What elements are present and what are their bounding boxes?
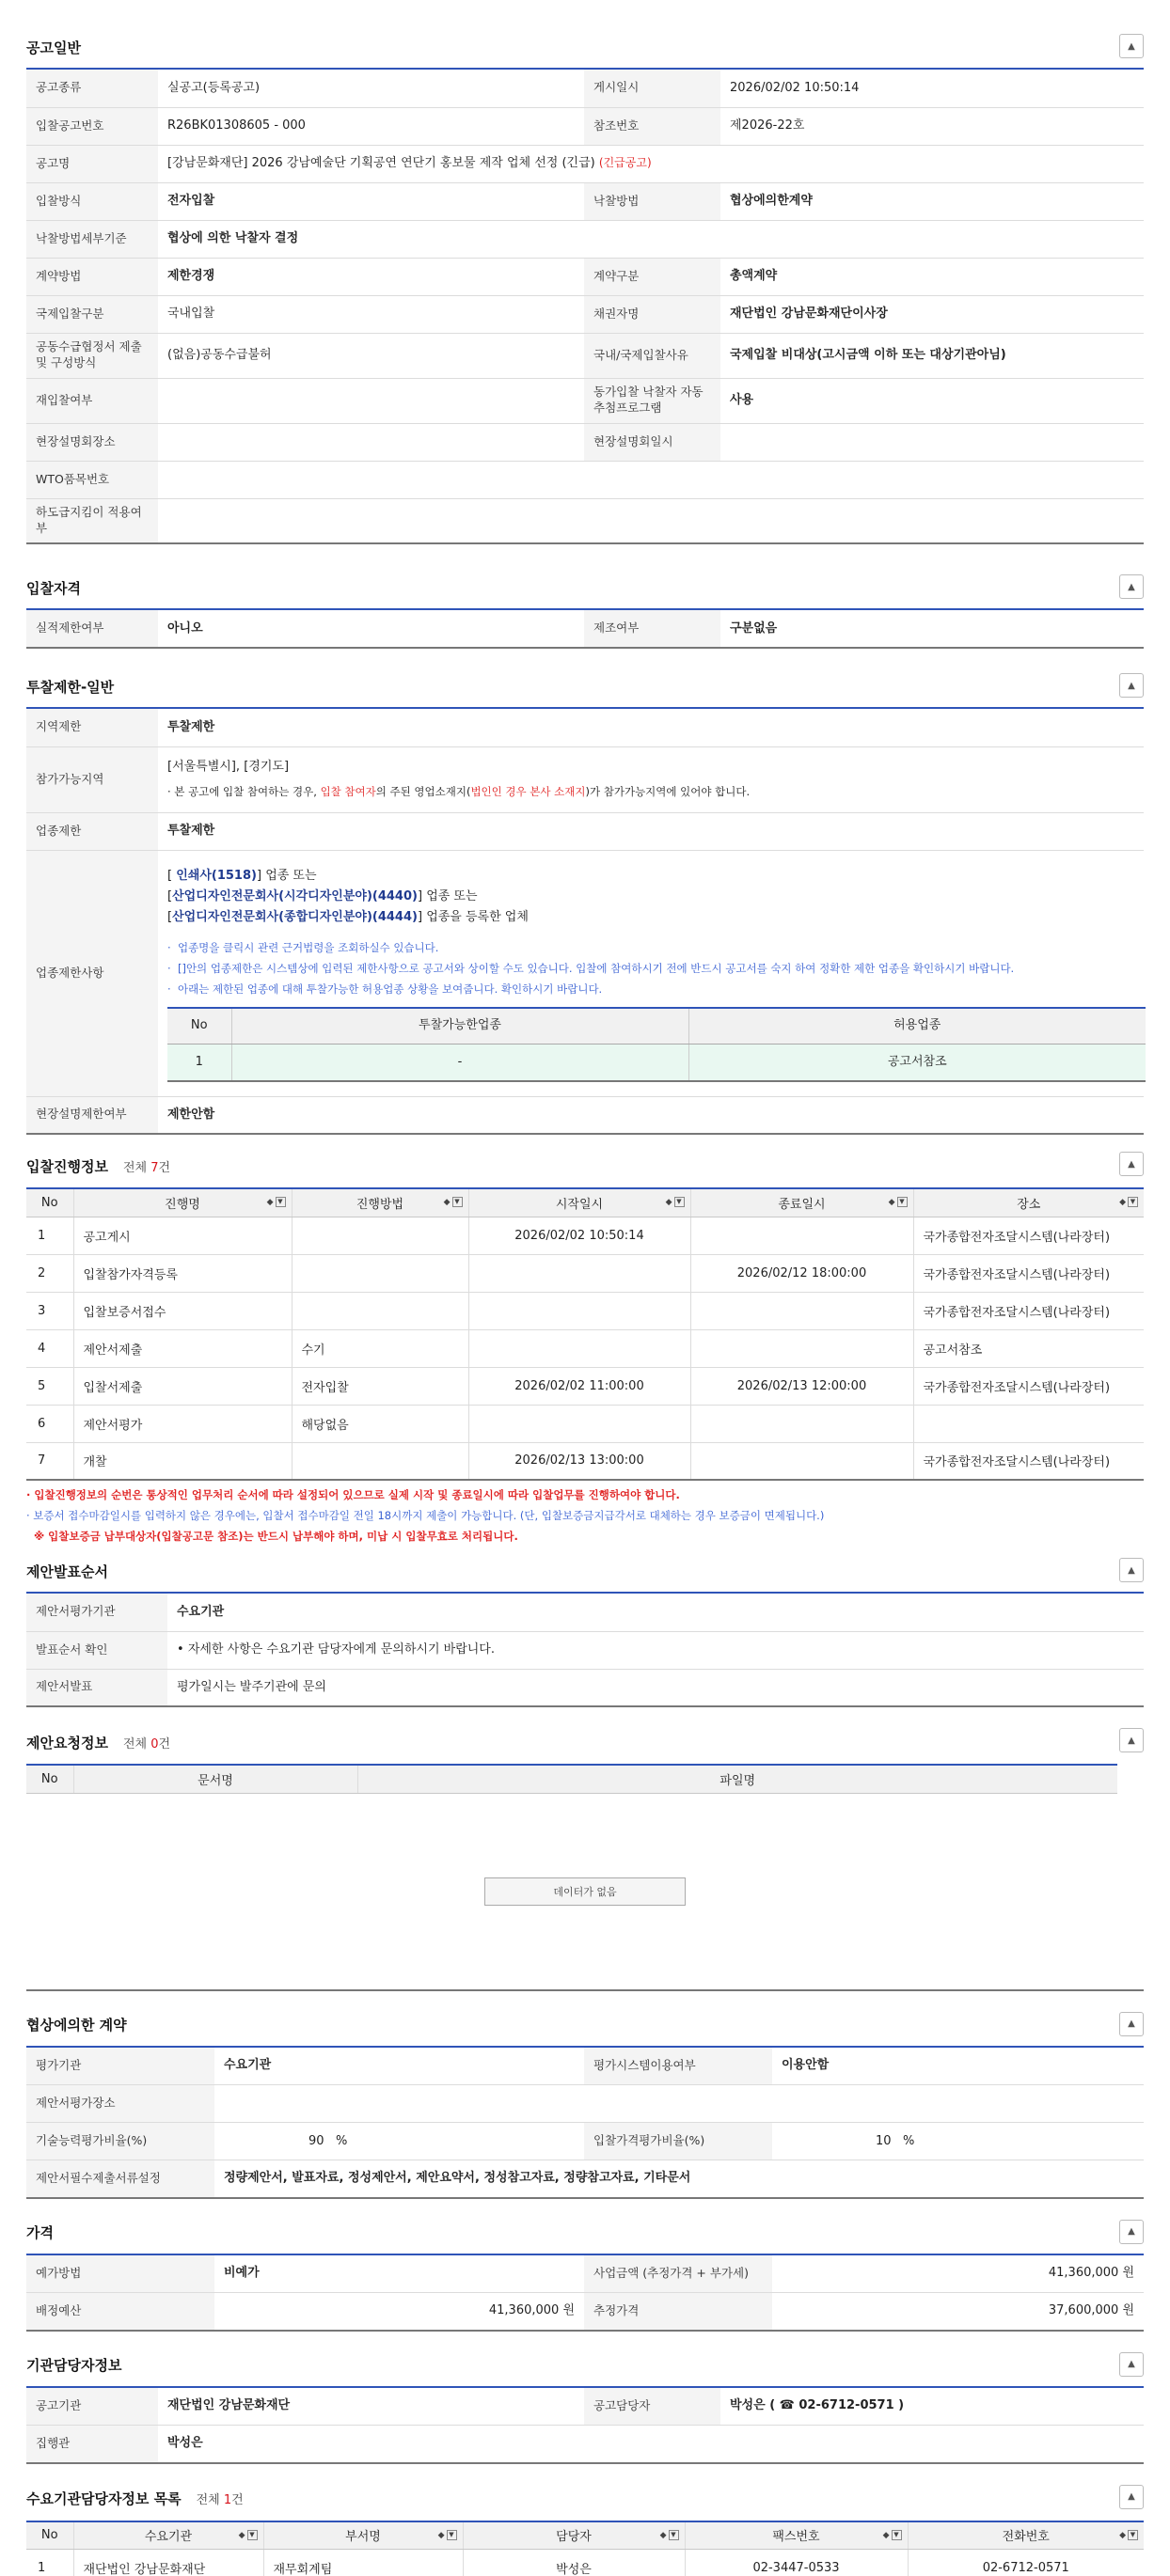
table-cell: 7 (26, 1442, 73, 1480)
label: 동가입찰 낙찰자 자동추첨프로그램 (584, 378, 720, 423)
note-text: []안의 업종제한은 시스템상에 입력된 제한사항으로 공고서와 상이할 수도 있습니다. 입찰에 참여하시기 전에 반드시 공고서를 숙지 하여 정확한 제한 업종을 확인하시기 바랍니다. (177, 962, 1015, 975)
bid-number: R26BK01308605 - 000 (158, 107, 584, 145)
progress-section (26, 1144, 1144, 1547)
table-cell: 재단법인 강남문화재단 (73, 2550, 263, 2576)
column-header[interactable] (292, 1188, 468, 1217)
note-text: 입찰 참여자 (320, 785, 376, 799)
table-cell: 5 (26, 1367, 73, 1405)
table-cell: 1 (26, 2550, 73, 2576)
value (158, 423, 584, 461)
sort-icon[interactable]: ◆ ▼ (438, 2530, 457, 2540)
value: 투찰제한 (158, 709, 1144, 746)
sort-icon[interactable]: ◆ ▼ (239, 2530, 258, 2540)
section-title: 기관담당자정보 (26, 2357, 122, 2374)
value: • 자세한 사항은 수요기관 담당자에게 문의하시기 바랍니다. (167, 1631, 1144, 1669)
column-header[interactable] (463, 2521, 685, 2550)
value (214, 2123, 584, 2160)
progress-notes (26, 1484, 1144, 1547)
value: 수요기관 (167, 1594, 1144, 1631)
table-row (26, 1442, 1144, 1480)
value (214, 2085, 1144, 2123)
section-header (26, 666, 1144, 709)
count-number: 1 (223, 2493, 232, 2507)
chevron-up-icon[interactable]: ▲ (1119, 2485, 1144, 2509)
table-cell: 해당없음 (292, 1405, 468, 1442)
warning-text: · 입찰진행정보의 순번은 통상적인 업무처리 순서에 따라 설정되어 있으므로 실제 시작 및 종료일시에 따라 입찰업무를 진행하여야 합니다. (26, 1488, 680, 1501)
price-ratio: 10 (876, 2133, 892, 2148)
table-cell: 2026/02/13 13:00:00 (468, 1442, 690, 1480)
industry-restriction-cell (158, 850, 1144, 1096)
value: 41,360,000 원 (772, 2255, 1144, 2293)
column-header: 문서명 (73, 1765, 357, 1793)
label: 참조번호 (584, 107, 720, 145)
industry-code-row: [산업디자인전문회사(시각디자인분야)(4440)] 업종 또는 (167, 889, 478, 903)
label: 평가기관 (26, 2048, 214, 2085)
value: (없음)공동수급불허 (158, 333, 584, 378)
value: 제2026-22호 (720, 107, 1144, 145)
label: 제안서발표 (26, 1669, 167, 1706)
label: 낙찰방법 (584, 182, 720, 220)
table-row (26, 1367, 1144, 1405)
header-label: 장소 (1017, 1197, 1041, 1212)
chevron-up-icon[interactable]: ▲ (1119, 2352, 1144, 2377)
header-label: 진행명 (165, 1197, 200, 1212)
table-cell (292, 1442, 468, 1480)
label: 현장설명회장소 (26, 423, 158, 461)
value-text: 자세한 사항은 수요기관 담당자에게 문의하시기 바랍니다. (187, 1642, 495, 1657)
table-cell: 2026/02/13 12:00:00 (690, 1367, 913, 1405)
label: 사업금액 (추정가격 + 부가세) (584, 2255, 772, 2293)
value: 수요기관 (214, 2048, 584, 2085)
table-cell (292, 1292, 468, 1329)
table-cell: - (231, 1044, 688, 1081)
label: 국제입찰구분 (26, 295, 158, 333)
table-cell (690, 1442, 913, 1480)
value: 이용안함 (772, 2048, 1144, 2085)
count-suffix: 건 (231, 2493, 244, 2507)
table-cell (690, 1405, 913, 1442)
presentation-table (26, 1594, 1144, 1707)
sort-icon[interactable]: ◆ ▼ (267, 1197, 286, 1207)
header-label: 종료일시 (778, 1197, 826, 1212)
section-header (26, 26, 1144, 70)
value: 재단법인 강남문화재단 (158, 2388, 584, 2426)
value: 실공고(등록공고) (158, 70, 584, 107)
note-text: · 본 공고에 입찰 참여하는 경우, (167, 785, 321, 799)
header-label: 진행방법 (356, 1197, 404, 1212)
table-cell (468, 1292, 690, 1329)
table-cell: 입찰서제출 (73, 1367, 292, 1405)
no-data-message: 데이터가 없음 (484, 1877, 685, 1906)
value: 평가일시는 발주기관에 문의 (167, 1669, 1144, 1706)
contacts-table (26, 2521, 1144, 2576)
table-cell: 6 (26, 1405, 73, 1442)
value: 전자입찰 (158, 182, 584, 220)
column-header: 파일명 (357, 1765, 1117, 1793)
label: 제조여부 (584, 610, 720, 648)
count-number: 7 (150, 1160, 159, 1175)
value: 국내입찰 (158, 295, 584, 333)
value: 협상에 의한 낙찰자 결정 (158, 220, 1144, 258)
table-cell: 2026/02/12 18:00:00 (690, 1254, 913, 1292)
table-cell (468, 1254, 690, 1292)
header-label: 시작일시 (555, 1197, 604, 1212)
table-cell: 2026/02/02 11:00:00 (468, 1367, 690, 1405)
chevron-up-icon[interactable]: ▲ (1119, 1152, 1144, 1176)
table-cell: 제안서제출 (73, 1329, 292, 1367)
sort-icon[interactable]: ◆ ▼ (883, 2530, 902, 2540)
industry-suffix: 업종을 등록한 업체 (426, 910, 529, 924)
percent-sign: % (335, 2133, 348, 2148)
label: 기술능력평가비율(%) (26, 2123, 214, 2160)
value: 박성은 (158, 2426, 1144, 2463)
industry-link[interactable]: 산업디자인전문회사(종합디자인분야)(4444) (172, 910, 418, 924)
label: 현장설명회일시 (584, 423, 720, 461)
table-cell: 국가종합전자조달시스템(나라장터) (913, 1217, 1144, 1254)
value: 비예가 (214, 2255, 584, 2293)
chevron-up-icon[interactable]: ▲ (1119, 673, 1144, 698)
count-prefix: 전체 (122, 1736, 151, 1751)
label: 추정가격 (584, 2293, 772, 2331)
documents-table (26, 1764, 1117, 1794)
chevron-up-icon[interactable]: ▲ (1119, 574, 1144, 599)
section-title: 제안요청정보 (26, 1734, 108, 1751)
label: 국내/국제입찰사유 (584, 333, 720, 378)
table-cell (468, 1405, 690, 1442)
column-header: No (26, 2521, 73, 2550)
header-label: 전화번호 (1002, 2530, 1050, 2545)
label: 공고기관 (26, 2388, 158, 2426)
label: 공고담당자 (584, 2388, 720, 2426)
table-cell: 박성은 (463, 2550, 685, 2576)
count-suffix: 건 (158, 1736, 171, 1751)
section-header (26, 1550, 1144, 1594)
section-title: 입찰진행정보 (26, 1157, 108, 1175)
sort-icon[interactable]: ◆ ▼ (666, 1197, 685, 1207)
column-header[interactable] (690, 1188, 913, 1217)
table-cell (292, 1217, 468, 1254)
table-cell: 공고게시 (73, 1217, 292, 1254)
agency-section (26, 2345, 1144, 2464)
section-header (26, 2212, 1144, 2255)
table-row (26, 1254, 1144, 1292)
value: 41,360,000 원 (214, 2293, 584, 2331)
value (720, 423, 1144, 461)
column-header: 허용업종 (688, 1008, 1146, 1044)
result-count (197, 2490, 244, 2507)
table-cell: 3 (26, 1292, 73, 1329)
label: 계약구분 (584, 258, 720, 295)
table-cell: 국가종합전자조달시스템(나라장터) (913, 1254, 1144, 1292)
count-suffix: 건 (158, 1160, 171, 1175)
section-header (26, 1144, 1144, 1187)
section-title: 입찰자격 (26, 579, 81, 597)
notice-name-text: [강남문화재단] 2026 강남예술단 기획공연 연단기 홍보물 제작 업체 선정 (긴급) (167, 156, 595, 171)
table-cell: 국가종합전자조달시스템(나라장터) (913, 1442, 1144, 1480)
column-header[interactable] (468, 1188, 690, 1217)
label: 입찰공고번호 (26, 107, 158, 145)
contacts-section (26, 2477, 1144, 2576)
label: 예가방법 (26, 2255, 214, 2293)
table-cell: 재무회계팀 (263, 2550, 463, 2576)
table-cell: 02-3447-0533 (685, 2550, 908, 2576)
result-count (123, 1157, 170, 1175)
industry-note: · 아래는 제한된 업종에 대해 투찰가능한 허용업종 상황을 보여줍니다. 확인하시기 바랍니다. (167, 982, 603, 996)
column-header[interactable] (263, 2521, 463, 2550)
notice-section (26, 26, 1144, 544)
label: 게시일시 (584, 70, 720, 107)
table-cell: 입찰참가자격등록 (73, 1254, 292, 1292)
column-header[interactable] (908, 2521, 1144, 2550)
industry-link[interactable]: 인쇄사(1518) (176, 869, 257, 883)
section-title: 가격 (26, 2224, 54, 2241)
value: 사용 (720, 378, 1144, 423)
industry-suffix: 업종 또는 (265, 869, 317, 883)
industry-link[interactable]: 산업디자인전문회사(시각디자인분야)(4440) (172, 889, 418, 903)
label: 채권자명 (584, 295, 720, 333)
chevron-up-icon[interactable]: ▲ (1119, 2220, 1144, 2244)
value: 협상에의한계약 (720, 182, 1144, 220)
table-cell (292, 1254, 468, 1292)
label: 지역제한 (26, 709, 158, 746)
info-text: · 보증서 접수마감일시를 입력하지 않은 경우에는, 입찰서 접수마감일 전일 18시까지 제출이 가능합니다. (단, 입찰보증금지급각서로 대체하는 경우 보증금이 면제됩니다.) (26, 1509, 825, 1522)
chevron-up-icon[interactable]: ▲ (1119, 1728, 1144, 1752)
section-title: 제안발표순서 (26, 1563, 108, 1580)
table-cell: 입찰보증서접수 (73, 1292, 292, 1329)
value: 재단법인 강남문화재단이사장 (720, 295, 1144, 333)
value: 2026/02/02 10:50:14 (720, 70, 1144, 107)
qualification-section (26, 567, 1144, 649)
label: 입찰방식 (26, 182, 158, 220)
table-cell: 4 (26, 1329, 73, 1367)
qualification-table (26, 610, 1144, 649)
note-text: 의 주된 영업소재지( (375, 785, 471, 799)
table-cell: 수기 (292, 1329, 468, 1367)
warning-text: ※ 입찰보증금 납부대상자(입찰공고문 참조)는 반드시 납부해야 하며, 미납 시 입찰무효로 처리됩니다. (34, 1530, 518, 1543)
value: 제한안함 (158, 1096, 1144, 1134)
sort-icon[interactable]: ◆ ▼ (889, 1197, 908, 1207)
presentation-section (26, 1550, 1144, 1707)
header-label: 부서명 (345, 2530, 381, 2545)
section-header (26, 2345, 1144, 2388)
table-cell (913, 1405, 1144, 1442)
table-row (26, 1405, 1144, 1442)
section-title: 투찰제한-일반 (26, 678, 115, 696)
chevron-up-icon[interactable]: ▲ (1119, 1558, 1144, 1582)
value: 박성은 ( ☎ 02-6712-0571 ) (720, 2388, 1144, 2426)
column-header[interactable] (73, 2521, 263, 2550)
column-header: No (26, 1765, 73, 1793)
area-note (167, 785, 1134, 800)
industry-code-row: [산업디자인전문회사(종합디자인분야)(4444)] 업종을 등록한 업체 (167, 910, 529, 924)
label: 공고명 (26, 145, 158, 182)
count-number: 0 (150, 1736, 159, 1751)
urgent-badge: (긴급공고) (598, 156, 652, 170)
value: 투찰제한 (158, 812, 1144, 850)
label: WTO품목번호 (26, 461, 158, 498)
count-prefix: 전체 (196, 2493, 224, 2507)
industry-suffix: 업종 또는 (426, 889, 478, 903)
price-section (26, 2212, 1144, 2332)
header-label: 수요기관 (144, 2530, 193, 2545)
label: 업종제한사항 (26, 850, 158, 1096)
industry-note: · 업종명을 클릭시 관련 근거법령을 조회하실수 있습니다. (167, 941, 439, 954)
table-cell (690, 1292, 913, 1329)
value: 정량제안서, 발표자료, 정성제안서, 제안요약서, 정성참고자료, 정량참고자료, 기타문서 (214, 2160, 1144, 2198)
label: 공고종류 (26, 70, 158, 107)
label: 계약방법 (26, 258, 158, 295)
table-cell (690, 1217, 913, 1254)
note-text: 아래는 제한된 업종에 대해 투찰가능한 허용업종 상황을 보여줍니다. 확인하시기 바랍니다. (177, 982, 603, 996)
value: 제한경쟁 (158, 258, 584, 295)
label: 평가시스템이용여부 (584, 2048, 772, 2085)
note-text: 법인인 경우 본사 소재지 (470, 785, 586, 799)
label: 제안서평가기관 (26, 1594, 167, 1631)
sort-icon[interactable]: ◆ ▼ (444, 1197, 463, 1207)
section-title: 수요기관담당자정보 목록 (26, 2490, 182, 2507)
table-cell: 개찰 (73, 1442, 292, 1480)
percent-sign: % (902, 2133, 915, 2148)
column-header[interactable] (73, 1188, 292, 1217)
chevron-up-icon[interactable]: ▲ (1119, 34, 1144, 58)
table-cell: 국가종합전자조달시스템(나라장터) (913, 1292, 1144, 1329)
table-cell: 02-6712-0571 (908, 2550, 1144, 2576)
section-title: 협상에의한 계약 (26, 2017, 127, 2034)
table-cell: 1 (167, 1044, 231, 1081)
column-header: No (26, 1188, 73, 1217)
negotiation-section (26, 2004, 1144, 2199)
documents-section (26, 1720, 1144, 1991)
note-text: 업종명을 클릭시 관련 근거법령을 조회하실수 있습니다. (177, 941, 439, 954)
label: 실적제한여부 (26, 610, 158, 648)
table-cell: 2 (26, 1254, 73, 1292)
agency-table (26, 2388, 1144, 2464)
label: 입찰가격평가비율(%) (584, 2123, 772, 2160)
section-header (26, 2004, 1144, 2048)
count-prefix: 전체 (122, 1160, 151, 1175)
label: 배정예산 (26, 2293, 214, 2331)
table-row (26, 2550, 1144, 2576)
label: 낙찰방법세부기준 (26, 220, 158, 258)
table-cell (468, 1329, 690, 1367)
area-value: [서울특별시], [경기도] (167, 760, 290, 775)
table-row (26, 1292, 1144, 1329)
label: 공동수급협정서 제출 및 구성방식 (26, 333, 158, 378)
table-cell: 전자입찰 (292, 1367, 468, 1405)
table-cell (690, 1329, 913, 1367)
table-cell: 공고서참조 (688, 1044, 1146, 1081)
label: 집행관 (26, 2426, 158, 2463)
industry-code-row: [ 인쇄사(1518)] 업종 또는 (167, 869, 317, 883)
allowed-industry-table (167, 1007, 1146, 1082)
label: 발표순서 확인 (26, 1631, 167, 1669)
progress-table (26, 1187, 1144, 1481)
chevron-up-icon[interactable]: ▲ (1119, 2012, 1144, 2036)
value: 총액계약 (720, 258, 1144, 295)
price-table (26, 2255, 1144, 2332)
table-cell: 국가종합전자조달시스템(나라장터) (913, 1367, 1144, 1405)
label: 업종제한 (26, 812, 158, 850)
section-title: 공고일반 (26, 39, 81, 56)
table-row (26, 1217, 1144, 1254)
value: 아니오 (158, 610, 584, 648)
table-cell: 1 (26, 1217, 73, 1254)
table-row (26, 1329, 1144, 1367)
value: 구분없음 (720, 610, 1144, 648)
area-cell (158, 746, 1144, 812)
tech-ratio: 90 (308, 2133, 324, 2148)
label: 제안서필수제출서류설정 (26, 2160, 214, 2198)
restriction-section (26, 666, 1144, 1135)
table-cell: 제안서평가 (73, 1405, 292, 1442)
result-count (123, 1734, 170, 1751)
value (158, 498, 1144, 543)
section-header (26, 2477, 1144, 2521)
value (158, 461, 1144, 498)
label: 현장설명제한여부 (26, 1096, 158, 1134)
value (772, 2123, 1144, 2160)
table-cell: 공고서참조 (913, 1329, 1144, 1367)
header-label: 팩스번호 (772, 2530, 820, 2545)
industry-note: · []안의 업종제한은 시스템상에 입력된 제한사항으로 공고서와 상이할 수도 있습니다. 입찰에 참여하시기 전에 반드시 공고서를 숙지 하여 정확한 제한 업종을 확인하시기 바랍니다. (167, 962, 1015, 975)
value: 국제입찰 비대상(고시금액 이하 또는 대상기관아님) (720, 333, 1144, 378)
sort-icon[interactable]: ◆ ▼ (1119, 1197, 1138, 1207)
table-cell: 2026/02/02 10:50:14 (468, 1217, 690, 1254)
column-header[interactable] (685, 2521, 908, 2550)
header-label: 담당자 (556, 2530, 592, 2545)
column-header[interactable] (913, 1188, 1144, 1217)
note-text: )가 참가가능지역에 있어야 합니다. (585, 785, 751, 799)
sort-icon[interactable]: ◆ ▼ (660, 2530, 679, 2540)
column-header: 투찰가능한업종 (231, 1008, 688, 1044)
label: 참가가능지역 (26, 746, 158, 812)
section-header (26, 1720, 1144, 1764)
value (158, 378, 584, 423)
negotiation-table (26, 2048, 1144, 2199)
restriction-table (26, 709, 1144, 1135)
value: 37,600,000 원 (772, 2293, 1144, 2331)
label: 하도급지킴이 적용여부 (26, 498, 158, 543)
notice-table (26, 70, 1144, 544)
empty-state (26, 1794, 1144, 1991)
section-header (26, 567, 1144, 610)
notice-name (158, 145, 1144, 182)
sort-icon[interactable]: ◆ ▼ (1119, 2530, 1138, 2540)
label: 재입찰여부 (26, 378, 158, 423)
column-header: No (167, 1008, 231, 1044)
label: 제안서평가장소 (26, 2085, 214, 2123)
